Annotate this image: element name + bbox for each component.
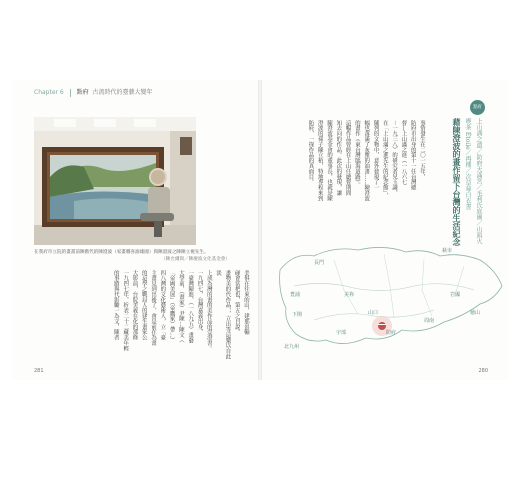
body-line: 澄波的孫子陳立栢，特地專程來到 xyxy=(316,120,323,201)
map-label-east: 岩國 xyxy=(450,292,461,298)
heading-subtitle-2: 喫茶 Étoile／再種／次草莓白衣書 xyxy=(464,118,471,210)
section-label: 點府 xyxy=(76,89,89,96)
body-line: 碰會當把也，第五之目說。 xyxy=(233,270,240,335)
running-head xyxy=(34,87,153,97)
map-label-north-west: 長門 xyxy=(314,260,325,266)
body-line: －一九三八）的研究者兒玉識， xyxy=(391,120,398,196)
book-spread xyxy=(12,80,508,380)
caption-text: 在我府市立院的畫畫前陳舊代的陳澄波（家畫嘟喜渝雄國）與陳澄波之陳陳立視先生。 xyxy=(34,250,209,255)
body-line: 大影前，台院美義在化的那條 xyxy=(131,270,138,341)
photo-painting-with-man xyxy=(34,117,196,245)
body-line: 幅也落滿了灰塵的油畫……陳澄波 xyxy=(363,120,370,201)
page-number-right: 280 xyxy=(478,368,488,374)
body-line: 陳列的文物中，意外發現了一 xyxy=(372,120,379,191)
right-body-text xyxy=(305,120,426,228)
caption-credit: （陳允爾與／陳慶波文化基金會） xyxy=(161,256,230,262)
map-label-west-2: 豊浦 xyxy=(290,292,301,298)
photo-caption xyxy=(34,250,230,263)
photo-illustration xyxy=(34,117,196,245)
heading-title: 藉陳澄波的畫作留下台灣的生活紀念 xyxy=(452,118,462,246)
category-badge: 點府 xyxy=(470,100,485,115)
body-line: 的畫作《東台灣臨海道路》。 xyxy=(353,120,360,188)
body-line: 四八灣的文化藝術人，立「臺 xyxy=(159,270,166,341)
body-line: 大學前，（畫家）尹陳…陳文（ xyxy=(177,270,184,343)
left-body-text xyxy=(111,270,250,364)
map-label-center-east: 美祢 xyxy=(344,292,355,298)
body-line: 主畫見到出後了，會是前在為畫 xyxy=(150,270,157,346)
body-line: 一九四七，台灣嘉義出身， xyxy=(196,270,203,335)
body-line: 的這學之戰局人的建生畫家公 xyxy=(140,270,147,341)
body-line: 防府市出身的第十一任台灣總 xyxy=(409,120,416,191)
body-line: 防府，一探作品的真面目。 xyxy=(307,120,314,185)
map-label-south-east: 周南 xyxy=(424,318,435,324)
map-label-center: 山口 xyxy=(368,310,379,316)
heading-subtitle: 上山溝之遺／防府天滿宮／毛利氏庭園／山頭火 xyxy=(475,118,482,244)
body-line: 的事蹟與代影勵一為文，陳者 xyxy=(112,270,119,341)
map-label-south-west: 北九州 xyxy=(284,344,300,350)
chapter-label: Chapter 6 xyxy=(34,89,64,96)
page-number-left: 281 xyxy=(34,368,44,374)
body-line: 陳澄波基金會的董事長，也就是陳 xyxy=(326,120,333,201)
map-graphic xyxy=(274,230,506,358)
running-head-subtitle: 古流時代的臺藝大變年 xyxy=(92,89,153,96)
running-head-divider xyxy=(70,89,71,97)
body-line: 上成為灣的畫的美作品的壹澄書。 xyxy=(205,270,212,351)
body-line: 知去向的作品。此次的發現，讓 xyxy=(335,120,342,196)
body-line: 美俱在往來的山，建那景輸 xyxy=(243,270,249,335)
body-line: 在「上山滿之進先生的紀念館」， xyxy=(381,120,388,199)
map-label-marker: 防府 xyxy=(386,330,397,336)
map-label-north-east: 萩市 xyxy=(442,248,453,254)
right-page xyxy=(262,80,508,380)
body-line: 畫物美的代作品，，立出等這樂以自此淡 xyxy=(215,270,231,360)
map-label-south-east-2: 徳山 xyxy=(470,310,481,316)
body-line: 一九四七年，折表二十二藏美年輕 xyxy=(122,270,129,351)
map-label-south: 宇部 xyxy=(336,330,347,336)
left-page xyxy=(12,80,258,380)
body-line: 事情發生在二〇一五年， xyxy=(419,120,425,180)
body-line: 這幅作品曾經在上山任總督期間 xyxy=(344,120,351,196)
yamaguchi-area-map xyxy=(274,230,506,358)
body-line: 「帝國美展」（帝鷹家）帶…） xyxy=(168,270,175,343)
body-line: 督―上山滿之進（一八六七 xyxy=(400,120,407,185)
map-label-west: 下関 xyxy=(292,312,303,318)
body-line: 一臺灣陳進，（一八九五）畫藝 xyxy=(187,270,194,343)
